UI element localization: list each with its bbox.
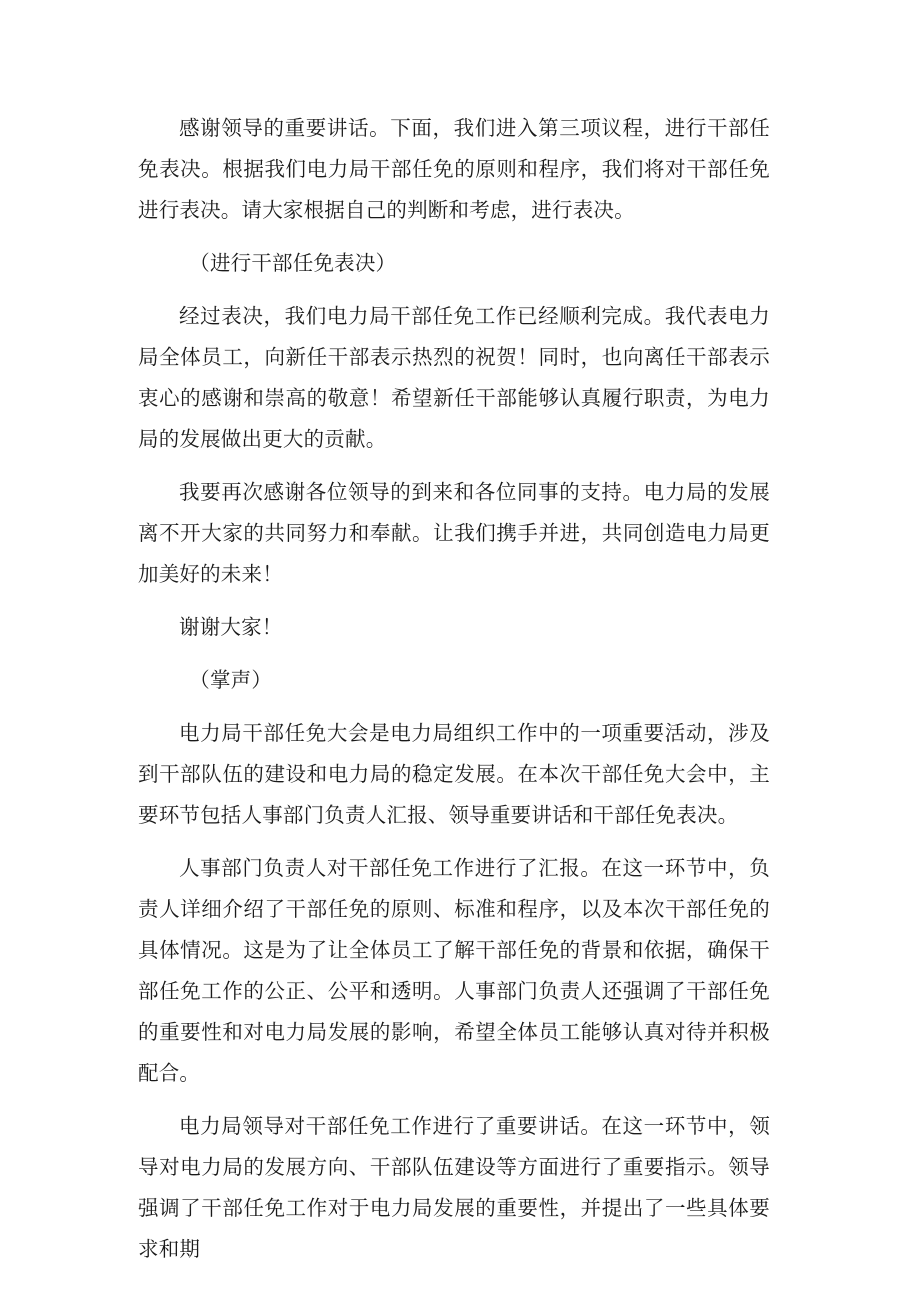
paragraph-hr-report: 人事部门负责人对干部任免工作进行了汇报。在这一环节中，负责人详细介绍了干部任免的原则、标准和程序，以及本次干部任免的具体情况。这是为了让全体员工了解干部任免的背景和依据，确保干部任免工作的公正、公平和透明。人事部门负责人还强调了干部任免的重要性和对电力局发展的影响，希望全体员工能够认真对待并积极配合。 [138, 856, 770, 1085]
paragraph-leader-speech: 电力局领导对干部任免工作进行了重要讲话。在这一环节中，领导对电力局的发展方向、干部队伍建设等方面进行了重要指示。领导强调了干部任免工作对于电力局发展的重要性，并提出了一些具体要求和期 [138, 1114, 770, 1261]
paragraph-meeting-overview: 电力局干部任免大会是电力局组织工作中的一项重要活动，涉及到干部队伍的建设和电力局的稳定发展。在本次干部任免大会中，主要环节包括人事部门负责人汇报、领导重要讲话和干部任免表决。 [138, 721, 770, 827]
stage-direction-vote: （进行干部任免表决） [189, 251, 397, 275]
document-body [138, 108, 770, 1282]
paragraph-thank-you: 谢谢大家！ [179, 615, 283, 639]
paragraph-vote-complete: 经过表决，我们电力局干部任免工作已经顺利完成。我代表电力局全体员工，向新任干部表示热烈的祝贺！同时，也向离任干部表示衷心的感谢和崇高的敬意！希望新任干部能够认真履行职责，为电力局的发展做出更大的贡献。 [138, 304, 770, 451]
paragraph-thanks: 我要再次感谢各位领导的到来和各位同事的支持。电力局的发展离不开大家的共同努力和奉献。让我们携手并进，共同创造电力局更加美好的未来！ [138, 480, 770, 586]
stage-direction-applause: （掌声） [189, 668, 273, 692]
paragraph-agenda-vote: 感谢领导的重要讲话。下面，我们进入第三项议程，进行干部任免表决。根据我们电力局干部任免的原则和程序，我们将对干部任免进行表决。请大家根据自己的判断和考虑，进行表决。 [138, 116, 770, 222]
